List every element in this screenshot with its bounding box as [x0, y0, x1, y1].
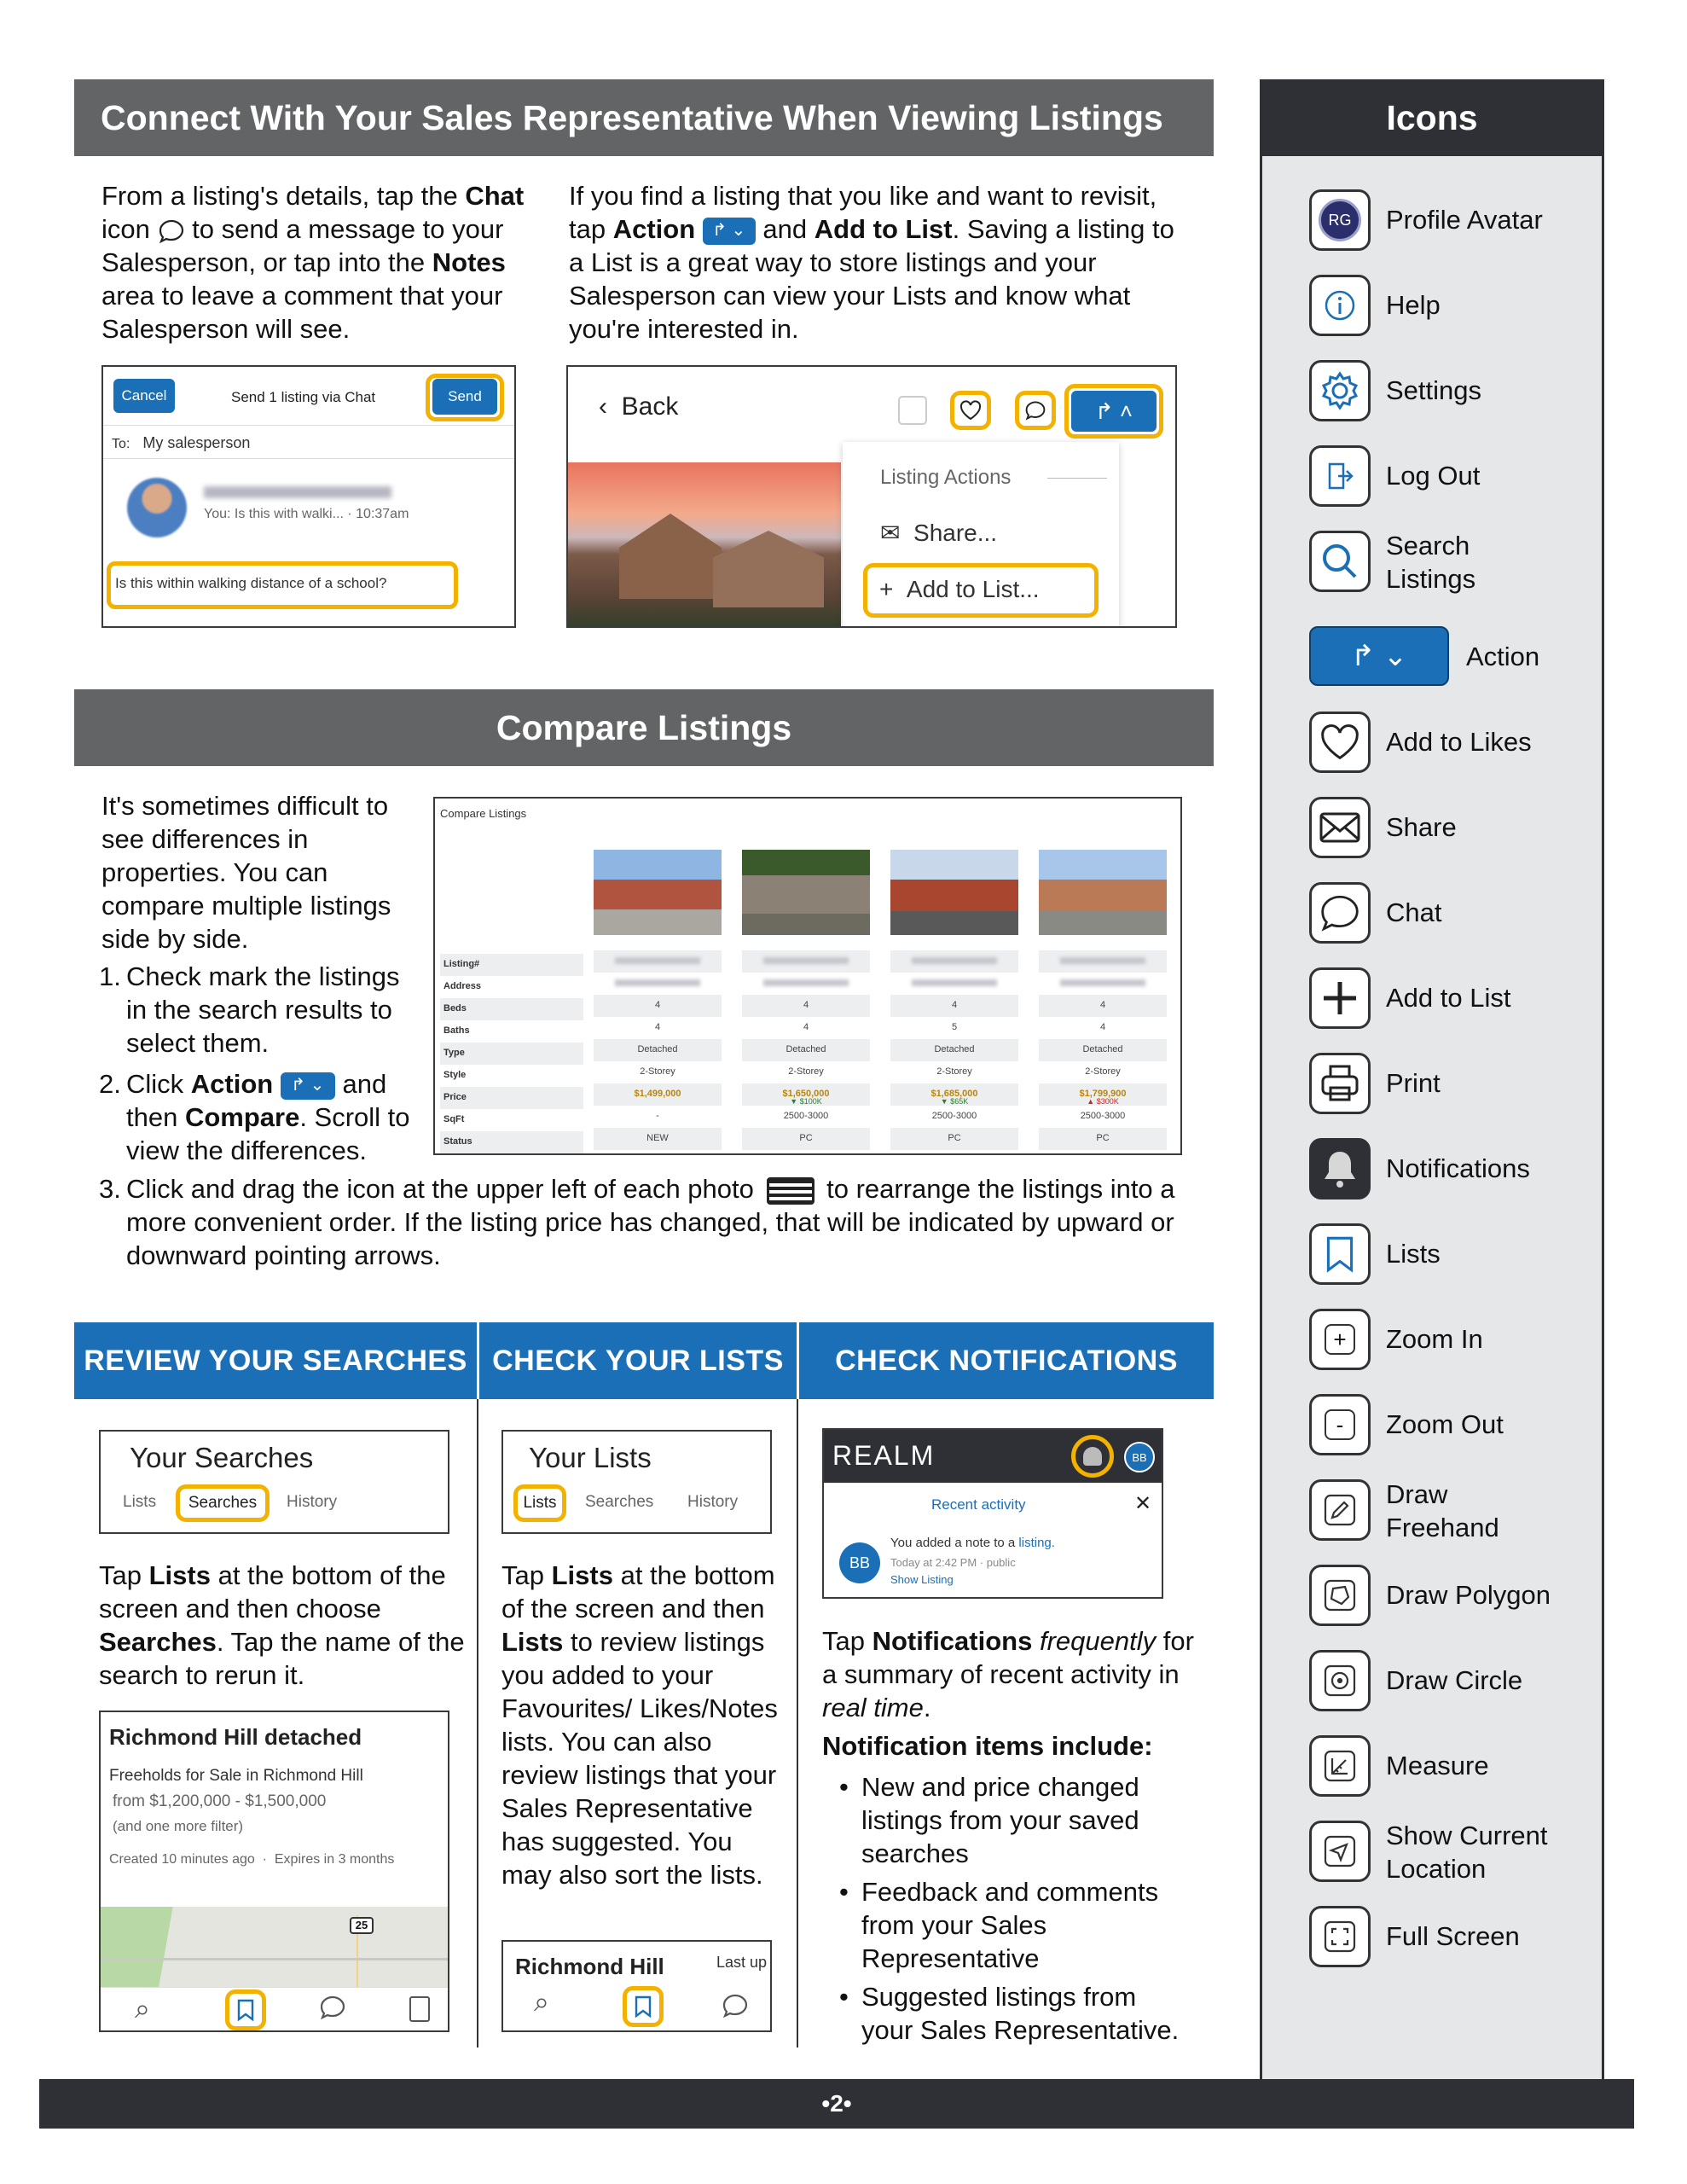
icon-label: Draw Freehand — [1386, 1479, 1499, 1542]
chat-screenshot — [101, 365, 516, 628]
compare-cell: 4 — [1039, 995, 1167, 1017]
blurred-name — [204, 486, 391, 498]
column-divider — [797, 1399, 798, 2048]
compare-cell: 4 — [594, 995, 722, 1017]
icon-label: Help — [1386, 290, 1441, 320]
back-button[interactable]: ‹ Back — [599, 392, 679, 421]
compare-cell: Detached — [594, 1039, 722, 1061]
compare-cell — [742, 973, 870, 995]
compare-table-screenshot — [433, 797, 1182, 1155]
close-icon[interactable]: ✕ — [1134, 1492, 1152, 1515]
listing-photo[interactable] — [594, 850, 722, 935]
compare-cell — [890, 973, 1018, 995]
highway-badge: 25 — [350, 1917, 374, 1934]
message-field[interactable]: Is this within walking distance of a school? — [115, 575, 387, 591]
chat-icon — [1309, 882, 1371, 944]
icon-label: Lists — [1386, 1239, 1441, 1269]
compare-cell: $1,650,000 ▼ $100K — [742, 1083, 870, 1106]
chat-icon[interactable] — [722, 1993, 749, 2023]
tab-searches[interactable]: Searches — [176, 1484, 270, 1522]
notes-icon[interactable] — [409, 1996, 430, 2022]
icon-label: Action — [1466, 642, 1540, 671]
icons-header: Icons — [1262, 79, 1602, 156]
action-pill-icon: ↱ ⌄ — [703, 218, 756, 245]
column-divider — [477, 1399, 478, 2048]
send-button[interactable]: Send — [432, 379, 497, 415]
printer-icon — [1309, 1053, 1371, 1114]
compare-cell: 4 — [594, 1017, 722, 1039]
measure-icon — [1309, 1735, 1371, 1797]
recent-activity-title: Recent activity — [931, 1496, 1026, 1513]
bell-button[interactable] — [1071, 1435, 1114, 1478]
chat-preview: You: Is this with walki... · 10:37am — [204, 507, 409, 521]
realm-logo: REALM — [832, 1440, 936, 1471]
add-to-list-menu-item[interactable]: + Add to List... — [863, 563, 1099, 618]
row-label: Type — [440, 1043, 583, 1065]
compare-cell: 4 — [742, 1017, 870, 1039]
compare-cell: Detached — [742, 1039, 870, 1061]
connect-paragraph-chat: From a listing's details, tap the Chat icon to send a message to your Salesperson, or tap into the Notes area to leave a comment that your Salesperson will see. — [101, 181, 525, 344]
tab-searches[interactable]: Searches — [585, 1493, 654, 1511]
chat-send-title: Send 1 listing via Chat — [231, 389, 376, 405]
compare-table-title: Compare Listings — [440, 807, 527, 820]
recipient-row: To: My salesperson — [103, 425, 514, 459]
notification-bullet: • New and price changed listings from your saved searches — [839, 1772, 1139, 1868]
icon-label: Settings — [1386, 375, 1482, 405]
compare-cell: 4 — [890, 995, 1018, 1017]
compare-header — [74, 689, 1214, 766]
bell-icon — [1309, 1138, 1371, 1199]
compare-column — [1039, 850, 1175, 1148]
compare-cell — [594, 950, 722, 973]
compare-column — [742, 850, 878, 1148]
compare-cell: PC — [890, 1128, 1018, 1150]
envelope-icon — [1309, 797, 1371, 858]
activity-text: You added a note to a listing. — [890, 1536, 1055, 1550]
compare-cell: 5 — [890, 1017, 1018, 1039]
show-listing-link[interactable]: Show Listing — [890, 1573, 954, 1586]
saved-search-card[interactable] — [99, 1711, 449, 2032]
page-number: •2• — [821, 2090, 852, 2117]
bookmark-icon[interactable] — [225, 1989, 266, 2030]
compare-column — [594, 850, 730, 1148]
compare-title: Compare Listings — [496, 707, 792, 747]
icon-label: Profile Avatar — [1386, 205, 1543, 235]
lists-header: CHECK YOUR LISTS — [479, 1322, 797, 1399]
review-header: REVIEW YOUR SEARCHES — [74, 1322, 477, 1399]
action-button[interactable]: ↱ ˄ — [1071, 391, 1157, 432]
compare-cell: 4 — [742, 995, 870, 1017]
icon-label: Add to Likes — [1386, 727, 1532, 757]
list-card[interactable] — [501, 1940, 772, 2032]
envelope-icon: ✉ — [880, 520, 901, 546]
select-checkbox[interactable] — [898, 396, 927, 425]
pencil-icon — [1309, 1479, 1371, 1541]
tab-lists[interactable]: Lists — [513, 1484, 566, 1522]
menu-title: Listing Actions — [880, 466, 1012, 489]
compare-step-3: 3. Click and drag the icon at the upper left of each photo to rearrange the listings into a more convenient order. If the listing price has changed, that will be indicated by upward or downward pointing arrows. — [99, 1174, 1175, 1270]
your-searches-title: Your Searches — [130, 1442, 314, 1473]
compare-cell: PC — [1039, 1128, 1167, 1150]
chat-icon — [1024, 400, 1046, 421]
fullscreen-icon — [1309, 1906, 1371, 1967]
list-card-updated: Last up — [716, 1954, 768, 1971]
compare-column — [890, 850, 1027, 1148]
bookmark-icon — [1309, 1223, 1371, 1285]
realm-notification-screenshot — [822, 1428, 1163, 1599]
compare-cell: PC — [742, 1128, 870, 1150]
compare-step-1: 1. Check mark the listings in the search results to select them. — [99, 961, 400, 1058]
compare-cell: Detached — [890, 1039, 1018, 1061]
listing-actions-menu — [843, 442, 1119, 628]
gear-icon — [1309, 360, 1371, 421]
listing-photo[interactable] — [1039, 850, 1167, 935]
compare-cell — [742, 950, 870, 973]
chat-button[interactable] — [1015, 391, 1056, 430]
notification-bullet: • Feedback and comments from your Sales Representative — [839, 1877, 1159, 1973]
polygon-icon — [1309, 1565, 1371, 1626]
row-label: Listing# — [440, 954, 583, 976]
logout-icon — [1309, 445, 1371, 507]
chevron-left-icon: ‹ — [599, 392, 607, 421]
activity-avatar: BB — [839, 1542, 880, 1583]
action-pill-icon: ↱ ⌄ — [281, 1072, 335, 1100]
zoom-out-icon: - — [1309, 1394, 1371, 1455]
your-lists-title: Your Lists — [529, 1442, 652, 1473]
notification-items-title: Notification items include: — [822, 1731, 1153, 1761]
heart-icon — [1309, 712, 1371, 773]
saved-search-range: from $1,200,000 - $1,500,000 — [113, 1792, 327, 1810]
icon-label: Show Current Location — [1386, 1821, 1548, 1884]
your-searches-screenshot — [99, 1430, 449, 1534]
row-label: Beds — [440, 998, 583, 1020]
row-label: Address — [440, 976, 583, 998]
row-labels — [440, 954, 583, 1153]
location-arrow-icon — [1309, 1821, 1371, 1882]
search-icon — [1309, 531, 1371, 592]
compare-cell — [890, 950, 1018, 973]
profile-avatar-icon: RG — [1309, 189, 1371, 251]
action-icon: ↱ ⌄ — [1309, 626, 1449, 686]
compare-step-2: 2. Click Action ↱ ⌄ and then Compare. Scroll to view the differences. — [99, 1069, 410, 1165]
compare-cell: $1,799,900 ▲ $300K — [1039, 1083, 1167, 1106]
icon-label: Measure — [1386, 1751, 1489, 1780]
notifications-header: CHECK NOTIFICATIONS — [799, 1322, 1214, 1399]
chat-icon — [158, 218, 185, 244]
listing-photo[interactable] — [890, 850, 1018, 935]
lists-paragraph: Tap Lists at the bottom of the screen and then Lists to review listings you added to your Favourites/ Likes/Notes lists. You can also review listings that your Sales Representative has suggested. You may also sort the lists. — [501, 1560, 778, 1890]
icon-label: Search Listings — [1386, 531, 1476, 594]
listing-photo — [568, 462, 841, 628]
chat-icon[interactable] — [319, 1995, 346, 2024]
compare-cell: 2500-3000 — [890, 1106, 1018, 1128]
review-paragraph: Tap Lists at the bottom of the screen and then choose Searches. Tap the name of the search to rerun it. — [99, 1560, 465, 1690]
activity-time: Today at 2:42 PM · public — [890, 1556, 1016, 1569]
compare-cell: $1,685,000 ▼ $65K — [890, 1083, 1018, 1106]
listing-action-screenshot — [566, 365, 1177, 628]
search-icon[interactable]: ⌕ — [135, 1993, 150, 2024]
realm-topbar — [824, 1430, 1162, 1483]
plus-icon — [1309, 967, 1371, 1029]
compare-cell: Detached — [1039, 1039, 1167, 1061]
compare-cell: 2-Storey — [742, 1061, 870, 1083]
help-icon — [1309, 275, 1371, 336]
compare-cell: 4 — [1039, 1017, 1167, 1039]
notifications-paragraph: Tap Notifications frequently for a summary of recent activity in real time. — [822, 1626, 1194, 1722]
compare-intro: It's sometimes difficult to see differences in properties. You can compare multiple listings side by side. — [101, 791, 391, 954]
compare-cell: 2-Storey — [890, 1061, 1018, 1083]
icon-label: Draw Circle — [1386, 1665, 1523, 1695]
list-card-title: Richmond Hill — [515, 1954, 664, 1979]
compare-cell: - — [594, 1106, 722, 1128]
cancel-button[interactable]: Cancel — [113, 379, 175, 413]
zoom-in-icon: + — [1309, 1309, 1371, 1370]
icon-label: Chat — [1386, 897, 1442, 927]
icon-label: Zoom Out — [1386, 1409, 1504, 1439]
compare-cell: 2500-3000 — [742, 1106, 870, 1128]
notification-bullet: • Suggested listings from your Sales Representative. — [839, 1982, 1180, 2045]
footer-bar — [39, 2079, 1634, 2129]
compare-cell: $1,499,000 — [594, 1083, 722, 1106]
plus-icon: + — [879, 576, 894, 602]
tab-history[interactable]: History — [687, 1493, 739, 1511]
bookmark-icon[interactable] — [623, 1986, 664, 2027]
compare-cell: NEW — [594, 1128, 722, 1150]
compare-cell: 2500-3000 — [1039, 1106, 1167, 1128]
your-lists-screenshot — [501, 1430, 772, 1534]
icon-label: Print — [1386, 1068, 1441, 1098]
avatar — [127, 478, 187, 537]
row-label: Baths — [440, 1020, 583, 1043]
bell-icon — [1083, 1447, 1102, 1466]
icon-label: Zoom In — [1386, 1324, 1483, 1354]
icon-label: Share — [1386, 812, 1457, 842]
row-label: SqFt — [440, 1109, 583, 1131]
connect-header — [74, 79, 1214, 156]
icon-label: Log Out — [1386, 461, 1481, 491]
bottom-nav — [101, 1987, 448, 2032]
like-button[interactable] — [950, 391, 991, 430]
icon-label: Draw Polygon — [1386, 1580, 1551, 1610]
heart-icon — [959, 400, 982, 421]
search-icon[interactable]: ⌕ — [534, 1986, 549, 2017]
saved-search-meta: Created 10 minutes ago · Expires in 3 months — [109, 1852, 395, 1867]
compare-cell — [594, 973, 722, 995]
row-label: Price — [440, 1087, 583, 1109]
icon-label: Notifications — [1386, 1153, 1530, 1183]
tab-lists[interactable]: Lists — [123, 1493, 157, 1511]
compare-cell — [1039, 950, 1167, 973]
connect-paragraph-action: If you find a listing that you like and want to revisit, tap Action ↱ ⌄ and Add to List. Saving a listing to a List is a great way to store listings and your Salesperson can view your Lists and know what you're interested in. — [569, 181, 1174, 344]
map-preview — [101, 1907, 448, 1987]
share-menu-item[interactable]: ✉ Share... — [880, 520, 998, 546]
row-label: Style — [440, 1065, 583, 1087]
connect-title: Connect With Your Sales Representative When Viewing Listings — [101, 97, 1163, 137]
saved-search-filter: (and one more filter) — [113, 1818, 244, 1834]
drag-handle-icon — [767, 1177, 815, 1205]
tab-history[interactable]: History — [287, 1493, 338, 1511]
saved-search-subtitle: Freeholds for Sale in Richmond Hill — [109, 1767, 363, 1785]
compare-cell: 2-Storey — [594, 1061, 722, 1083]
row-label: Status — [440, 1131, 583, 1153]
icon-label: Full Screen — [1386, 1921, 1520, 1951]
circle-icon — [1309, 1650, 1371, 1711]
compare-cell — [1039, 973, 1167, 995]
saved-search-title: Richmond Hill detached — [109, 1724, 362, 1750]
listing-photo[interactable] — [742, 850, 870, 935]
compare-cell: 2-Storey — [1039, 1061, 1167, 1083]
icon-label: Add to List — [1386, 983, 1511, 1013]
avatar[interactable]: BB — [1124, 1442, 1155, 1472]
compare-columns — [594, 850, 1182, 1148]
